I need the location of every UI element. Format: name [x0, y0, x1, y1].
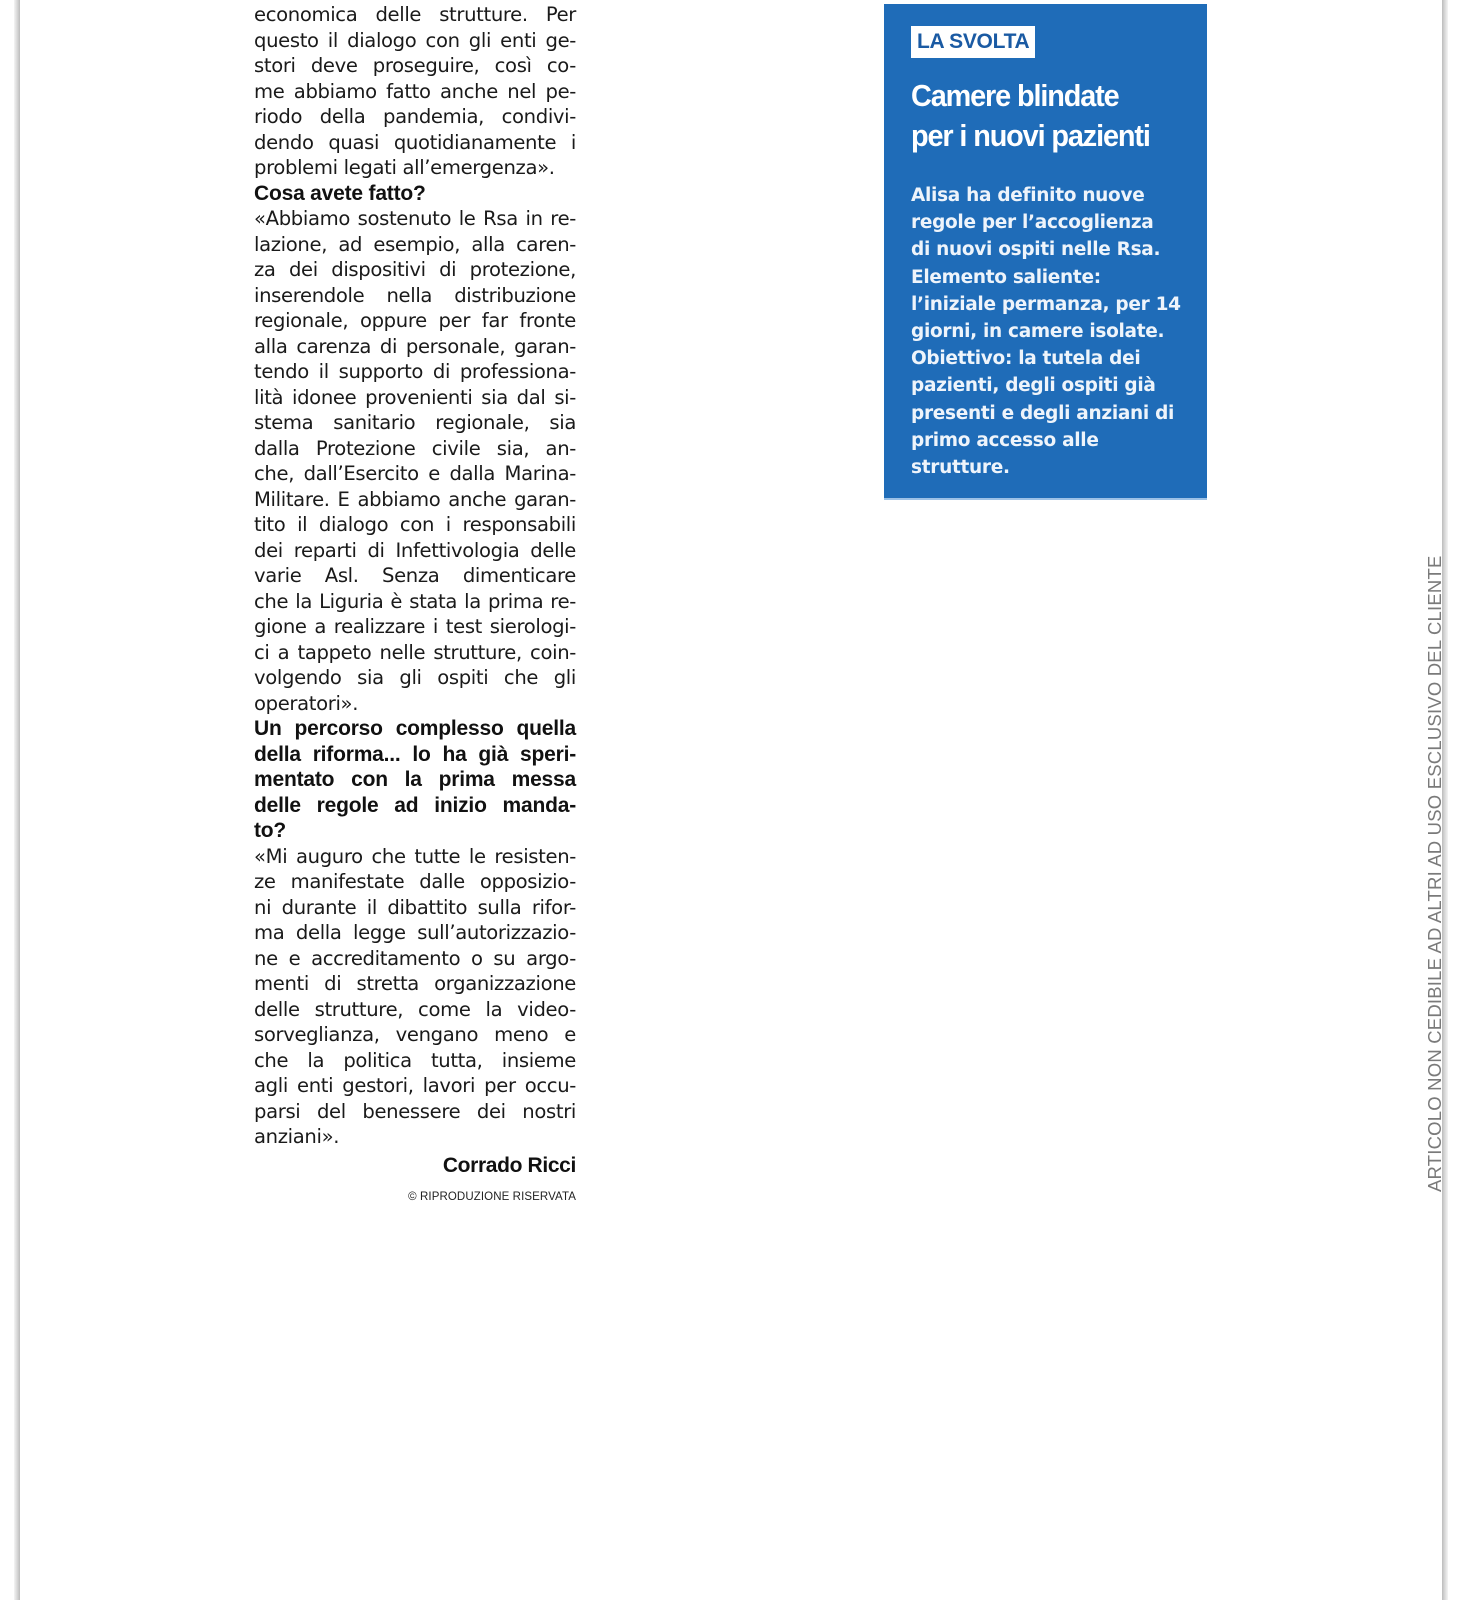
page-edge-left: [14, 0, 20, 1600]
article-line: lità idonee provenienti sia dal si-: [254, 385, 576, 409]
article-line: delle strutture, come la video-: [254, 997, 576, 1021]
sidebar-body-line: pazienti, degli ospiti già: [911, 375, 1156, 397]
article-line: che la Liguria è stata la prima re-: [254, 589, 576, 613]
sidebar-body-line: strutture.: [911, 457, 1010, 479]
article-line: Militare. E abbiamo anche garan-: [254, 487, 576, 511]
question-line: della riforma... lo ha già speri-: [254, 742, 576, 766]
sidebar-body-line: di nuovi ospiti nelle Rsa.: [911, 239, 1161, 261]
article-line: ni durante il dibattito sulla rifor-: [254, 895, 576, 919]
sidebar-title-line: per i nuovi pazienti: [911, 118, 1150, 153]
question-line: to?: [254, 819, 287, 842]
article-line: stori deve proseguire, così co-: [254, 54, 576, 77]
sidebar-box: [884, 4, 1207, 498]
article-line: lazione, ad esempio, alla caren-: [254, 232, 576, 256]
sidebar-body-line: primo accesso alle: [911, 429, 1099, 451]
article-line: regionale, oppure per far fronte: [254, 309, 576, 332]
article-line: «Mi auguro che tutte le resisten-: [254, 844, 576, 868]
copyright-notice: © RIPRODUZIONE RISERVATA: [408, 1190, 576, 1203]
margin-notice: ARTICOLO NON CEDIBILE AD ALTRI AD USO ESCLUSIVO DEL CLIENTE: [1424, 555, 1445, 1192]
article-line: menti di stretta organizzazione: [254, 972, 576, 995]
article-line: dendo quasi quotidianamente i: [254, 130, 576, 154]
article-line: ma della legge sull’autorizzazio-: [254, 921, 576, 944]
sidebar-body-line: Obiettivo: la tutela dei: [911, 348, 1141, 370]
sidebar-body-line: Alisa ha definito nuove: [911, 185, 1145, 206]
sidebar-body-line: l’iniziale permanza, per 14: [911, 293, 1181, 315]
sidebar-tag: LA SVOLTA: [911, 26, 1035, 58]
article-line: volgendo sia gli ospiti che gli: [254, 666, 576, 689]
sidebar-body-line: Elemento saliente:: [911, 266, 1101, 288]
article-line: problemi legati all’emergenza».: [254, 156, 555, 179]
question-line: delle regole ad inizio manda-: [254, 793, 576, 817]
article-line: stema sanitario regionale, sia: [254, 411, 576, 434]
article-line: ci a tappeto nelle strutture, coin-: [254, 640, 576, 664]
article-line: me abbiamo fatto anche nel pe-: [254, 79, 576, 103]
question-line: Un percorso complesso quella: [254, 717, 576, 740]
article-line: dei reparti di Infettivologia delle: [254, 538, 576, 562]
sidebar-body-line: presenti e degli anziani di: [911, 402, 1175, 424]
article-line: dalla Protezione civile sia, an-: [254, 436, 576, 460]
article-line: za dei dispositivi di protezione,: [254, 258, 576, 281]
article-line: «Abbiamo sostenuto le Rsa in re-: [254, 207, 576, 230]
article-line: varie Asl. Senza dimenticare: [254, 564, 576, 587]
article-line: sorveglianza, vengano meno e: [254, 1023, 576, 1046]
article-line: inserendole nella distribuzione: [254, 283, 576, 307]
article-line: che la politica tutta, insieme: [254, 1048, 576, 1072]
sidebar-title-line: Camere blindate: [911, 78, 1119, 113]
sidebar-body-line: giorni, in camere isolate.: [911, 321, 1165, 343]
article-line: gione a realizzare i test sierologi-: [254, 615, 576, 638]
article-line: parsi del benessere dei nostri: [254, 1099, 576, 1123]
article-line: economica delle strutture. Per: [254, 3, 576, 26]
article-line: anziani».: [254, 1125, 340, 1148]
sidebar-title: [911, 76, 1181, 156]
article-line: operatori».: [254, 691, 359, 715]
article-line: ne e accreditamento o su argo-: [254, 946, 576, 970]
article-line: riodo della pandemia, condivi-: [254, 105, 576, 128]
article-line: questo il dialogo con gli enti ge-: [254, 28, 576, 52]
article-line: ze manifestate dalle opposizio-: [254, 870, 576, 893]
article-text: [254, 2, 576, 1150]
question-line: Cosa avete fatto?: [254, 181, 426, 205]
sidebar-body: [911, 182, 1201, 481]
article-line: tito il dialogo con i responsabili: [254, 513, 576, 536]
article-line: alla carenza di personale, garan-: [254, 334, 576, 358]
question-line: mentato con la prima messa: [254, 768, 576, 791]
sidebar-body-line: regole per l’accoglienza: [911, 212, 1154, 234]
article-line: che, dall’Esercito e dalla Marina-: [254, 462, 576, 485]
article-line: agli enti gestori, lavori per occu-: [254, 1074, 576, 1097]
article-column: [254, 2, 576, 1210]
author-byline: Corrado Ricci: [442, 1153, 576, 1177]
article-line: tendo il supporto di professiona-: [254, 360, 576, 383]
